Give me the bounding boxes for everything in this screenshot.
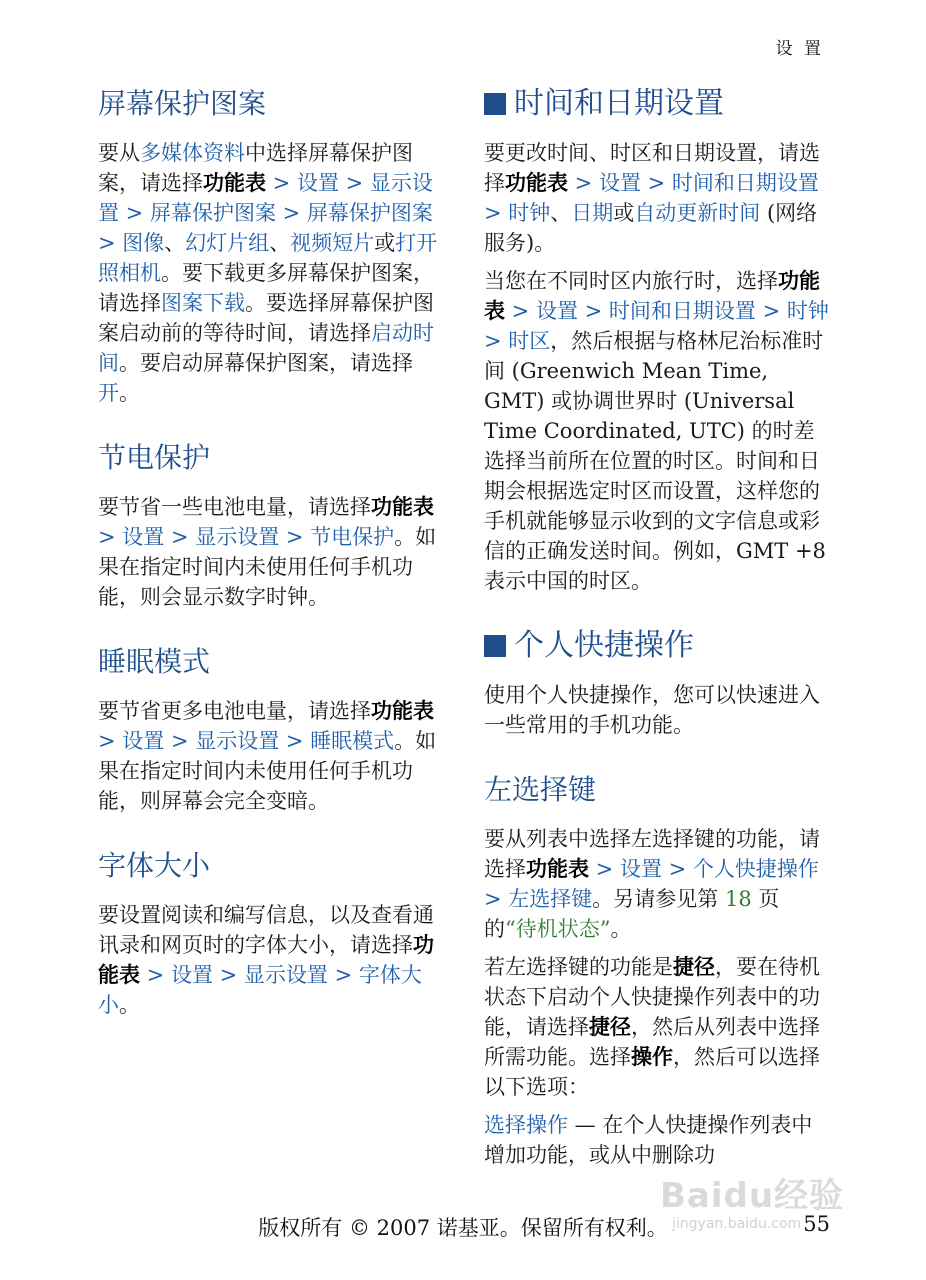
para-date-time-1: 要更改时间、时区和日期设置，请选择功能表 > 设置 > 时间和日期设置 > 时钟、日期或自动更新时间 (网络服务)。 xyxy=(484,141,820,255)
section-square-icon xyxy=(484,635,506,657)
section-left-key xyxy=(484,770,829,1170)
left-column xyxy=(98,84,443,1050)
footer-copyright: 版权所有 © 2007 诺基亚。保留所有权利。 xyxy=(258,1216,668,1240)
page-number: 55 xyxy=(803,1212,830,1236)
para-sleep-mode: 要节省更多电池电量，请选择功能表 > 设置 > 显示设置 > 睡眠模式。如果在指定时间内未使用任何手机功能，则屏幕会完全变暗。 xyxy=(98,698,437,813)
page-ref-link[interactable]: 18 xyxy=(724,887,752,911)
heading-screensaver: 屏幕保护图案 xyxy=(98,87,267,120)
heading-date-time: 时间和日期设置 xyxy=(484,84,829,124)
section-font-size xyxy=(98,846,443,1020)
para-left-key-1: 要从列表中选择左选择键的功能，请选择功能表 > 设置 > 个人快捷操作 > 左选择键。另请参见第 18 页的“待机状态”。 xyxy=(484,827,820,941)
standby-link[interactable]: “待机状态” xyxy=(505,917,611,941)
para-left-key-3: 选择操作 — 在个人快捷操作列表中增加功能，或从中删除功 xyxy=(484,1113,813,1167)
para-font-size: 要设置阅读和编写信息，以及查看通讯录和网页时的字体大小，请选择功能表 > 设置 > 显示设置 > 字体大小。 xyxy=(98,903,434,1017)
watermark-url: jingyan.baidu.com xyxy=(672,1216,802,1232)
baidu-watermark: Baidu经验 xyxy=(660,1176,845,1216)
heading-shortcuts: 个人快捷操作 xyxy=(484,626,829,666)
running-header: 设 置 xyxy=(775,39,824,59)
heading-sleep-mode: 睡眠模式 xyxy=(98,645,211,678)
section-sleep-mode xyxy=(98,642,443,816)
section-screensaver xyxy=(98,84,443,408)
para-screensaver: 要从多媒体资料中选择屏幕保护图案，请选择功能表 > 设置 > 显示设置 > 屏幕保护图案 > 屏幕保护图案 > 图像、幻灯片组、视频短片或打开照相机。要下载更多屏幕保护图案，请选择图案下载。要选择屏幕保护图案启动前的等待时间，请选择启动时间。要启动屏幕保护图案，请选择开。 xyxy=(98,141,438,405)
section-square-icon xyxy=(484,93,506,115)
para-shortcuts: 使用个人快捷操作，您可以快速进入一些常用的手机功能。 xyxy=(484,683,820,737)
section-power-saver xyxy=(98,438,443,612)
heading-font-size: 字体大小 xyxy=(98,849,211,882)
para-power-saver: 要节省一些电池电量，请选择功能表 > 设置 > 显示设置 > 节电保护。如果在指定时间内未使用任何手机功能，则会显示数字时钟。 xyxy=(98,494,437,609)
link-media-gallery[interactable]: 多媒体资料 xyxy=(140,141,245,165)
heading-left-key: 左选择键 xyxy=(484,773,597,806)
section-shortcuts xyxy=(484,626,829,740)
para-left-key-2: 若左选择键的功能是捷径，要在待机状态下启动个人快捷操作列表中的功能，请选择捷径，然后从列表中选择所需功能。选择操作，然后可以选择以下选项： xyxy=(484,954,820,1099)
right-column xyxy=(484,84,829,1200)
heading-power-saver: 节电保护 xyxy=(98,441,211,474)
section-date-time xyxy=(484,84,829,596)
para-date-time-2: 当您在不同时区内旅行时，选择功能表 > 设置 > 时间和日期设置 > 时钟 > 时区，然后根据与格林尼治标准时间 (Greenwich Mean Time, GMT) 或协调世界时 (Universal Time Coordinated, UTC) 的时差选择当前所在位置的时区。时间和日期会根据选定时区而设置，这样您的手机就能够显示收到的文字信息或彩信的正确发送时间。例如，GMT +8 表示中国的时区。 xyxy=(484,268,829,593)
